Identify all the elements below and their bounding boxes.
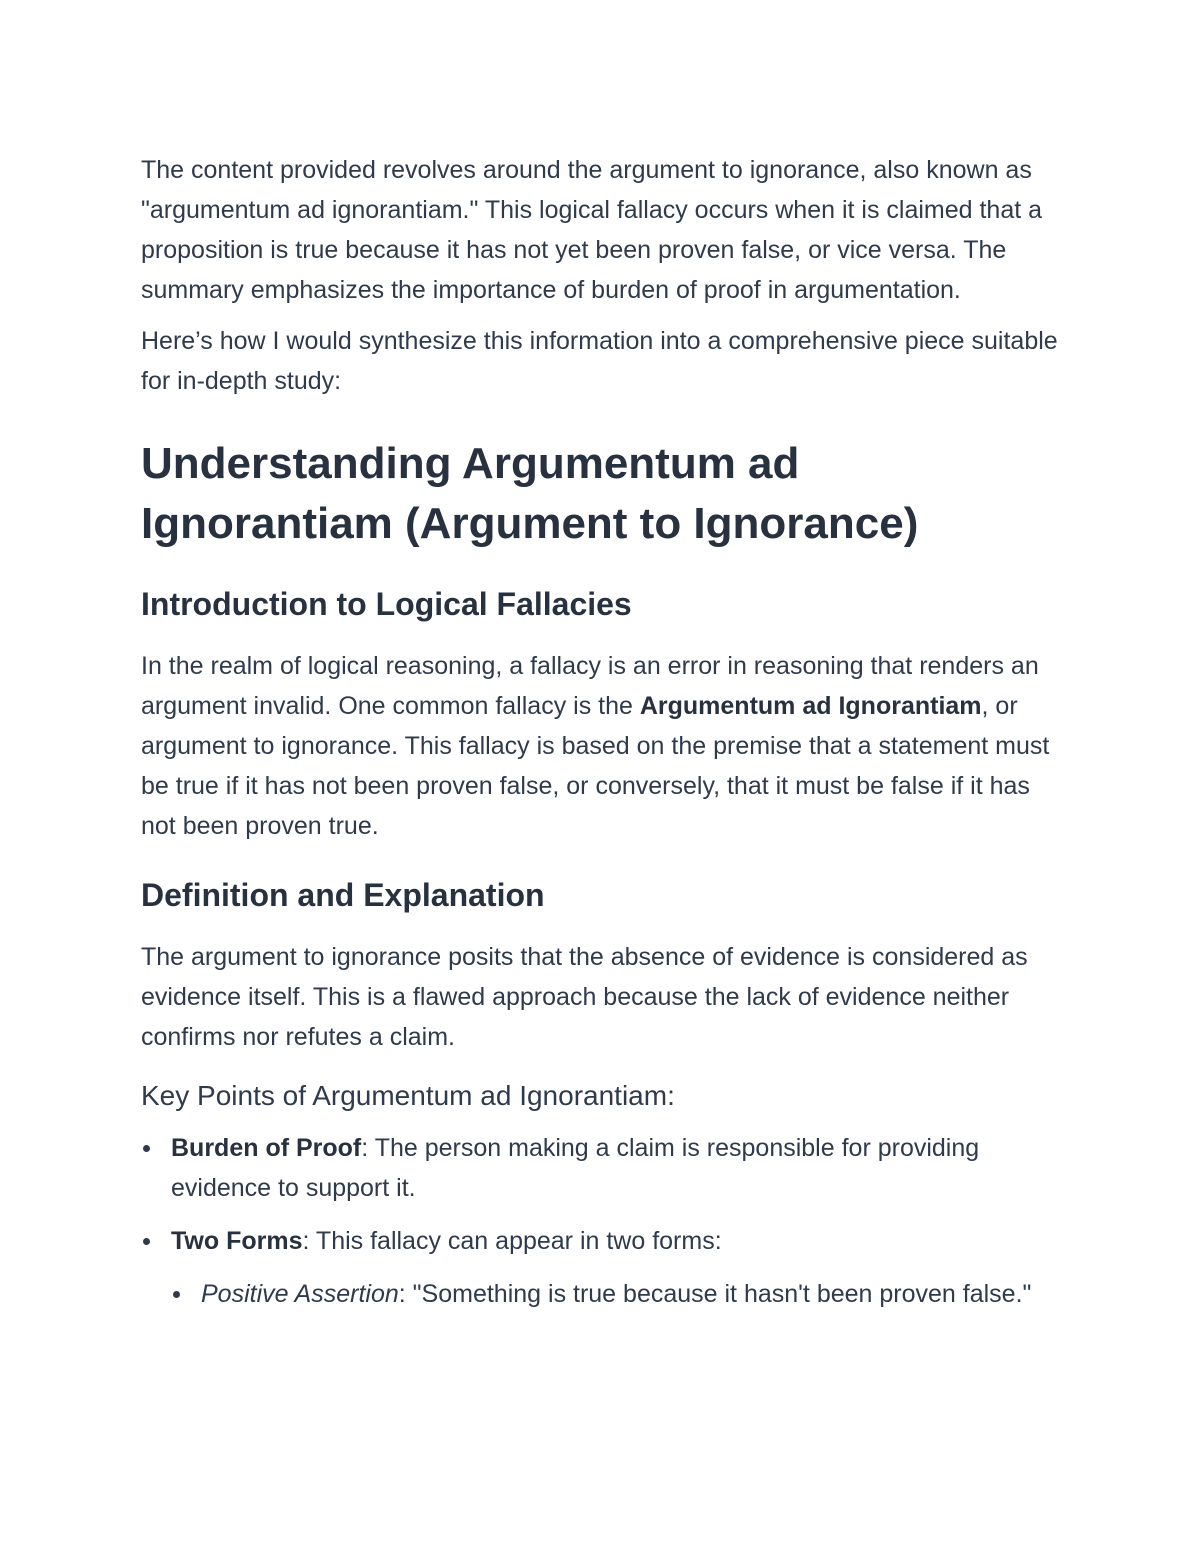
list-item-text: : The person making a claim is responsible for providing evidence to support it. [171,1134,980,1202]
paragraph-text: , or argument to ignorance. This fallacy is based on the premise that a statement must be true if it has not been proven false, or conversely, that it must be false if it has not been proven true. [141,692,1050,840]
list-item [141,1221,1061,1314]
bullet-icon [143,1238,150,1245]
key-points-list [141,1128,1061,1314]
list-item-text: : "Something is true because it hasn't been proven false." [398,1280,1032,1308]
intro-paragraph-2: Here’s how I would synthesize this information into a comprehensive piece suitable for in-depth study: [141,327,1058,395]
bullet-icon [143,1145,150,1152]
document-title: Understanding Argumentum ad Ignorantiam (Argument to Ignorance) [141,439,919,548]
list-item-text: : This fallacy can appear in two forms: [302,1227,722,1255]
list-item-term: Positive Assertion [201,1280,399,1308]
paragraph-text: In the realm of logical reasoning, a fallacy is an error in reasoning that renders an argument invalid. One common fallacy is the [141,652,1039,720]
list-item-term: Two Forms [171,1227,303,1255]
section-paragraph-introduction [141,646,1061,846]
section-heading-definition: Definition and Explanation [141,877,545,913]
nested-list [171,1274,1061,1314]
section-heading-introduction: Introduction to Logical Fallacies [141,586,632,622]
document-page [141,150,1061,1327]
list-item-term: Burden of Proof [171,1134,362,1162]
list-item [141,1128,1061,1208]
subheading-key-points: Key Points of Argumentum ad Ignorantiam: [141,1080,675,1111]
intro-paragraph-1: The content provided revolves around the argument to ignorance, also known as "argumentum ad ignorantiam." This logical fallacy occurs when it is claimed that a proposition is true because it has not yet been proven false, or vice versa. The summary emphasizes the importance of burden of proof in argumentation. [141,156,1043,304]
section-paragraph-definition: The argument to ignorance posits that the absence of evidence is considered as evidence itself. This is a flawed approach because the lack of evidence neither confirms nor refutes a claim. [141,943,1028,1051]
bullet-icon [173,1291,180,1298]
nested-list-item [171,1274,1061,1314]
bold-term: Argumentum ad Ignorantiam [639,692,982,720]
